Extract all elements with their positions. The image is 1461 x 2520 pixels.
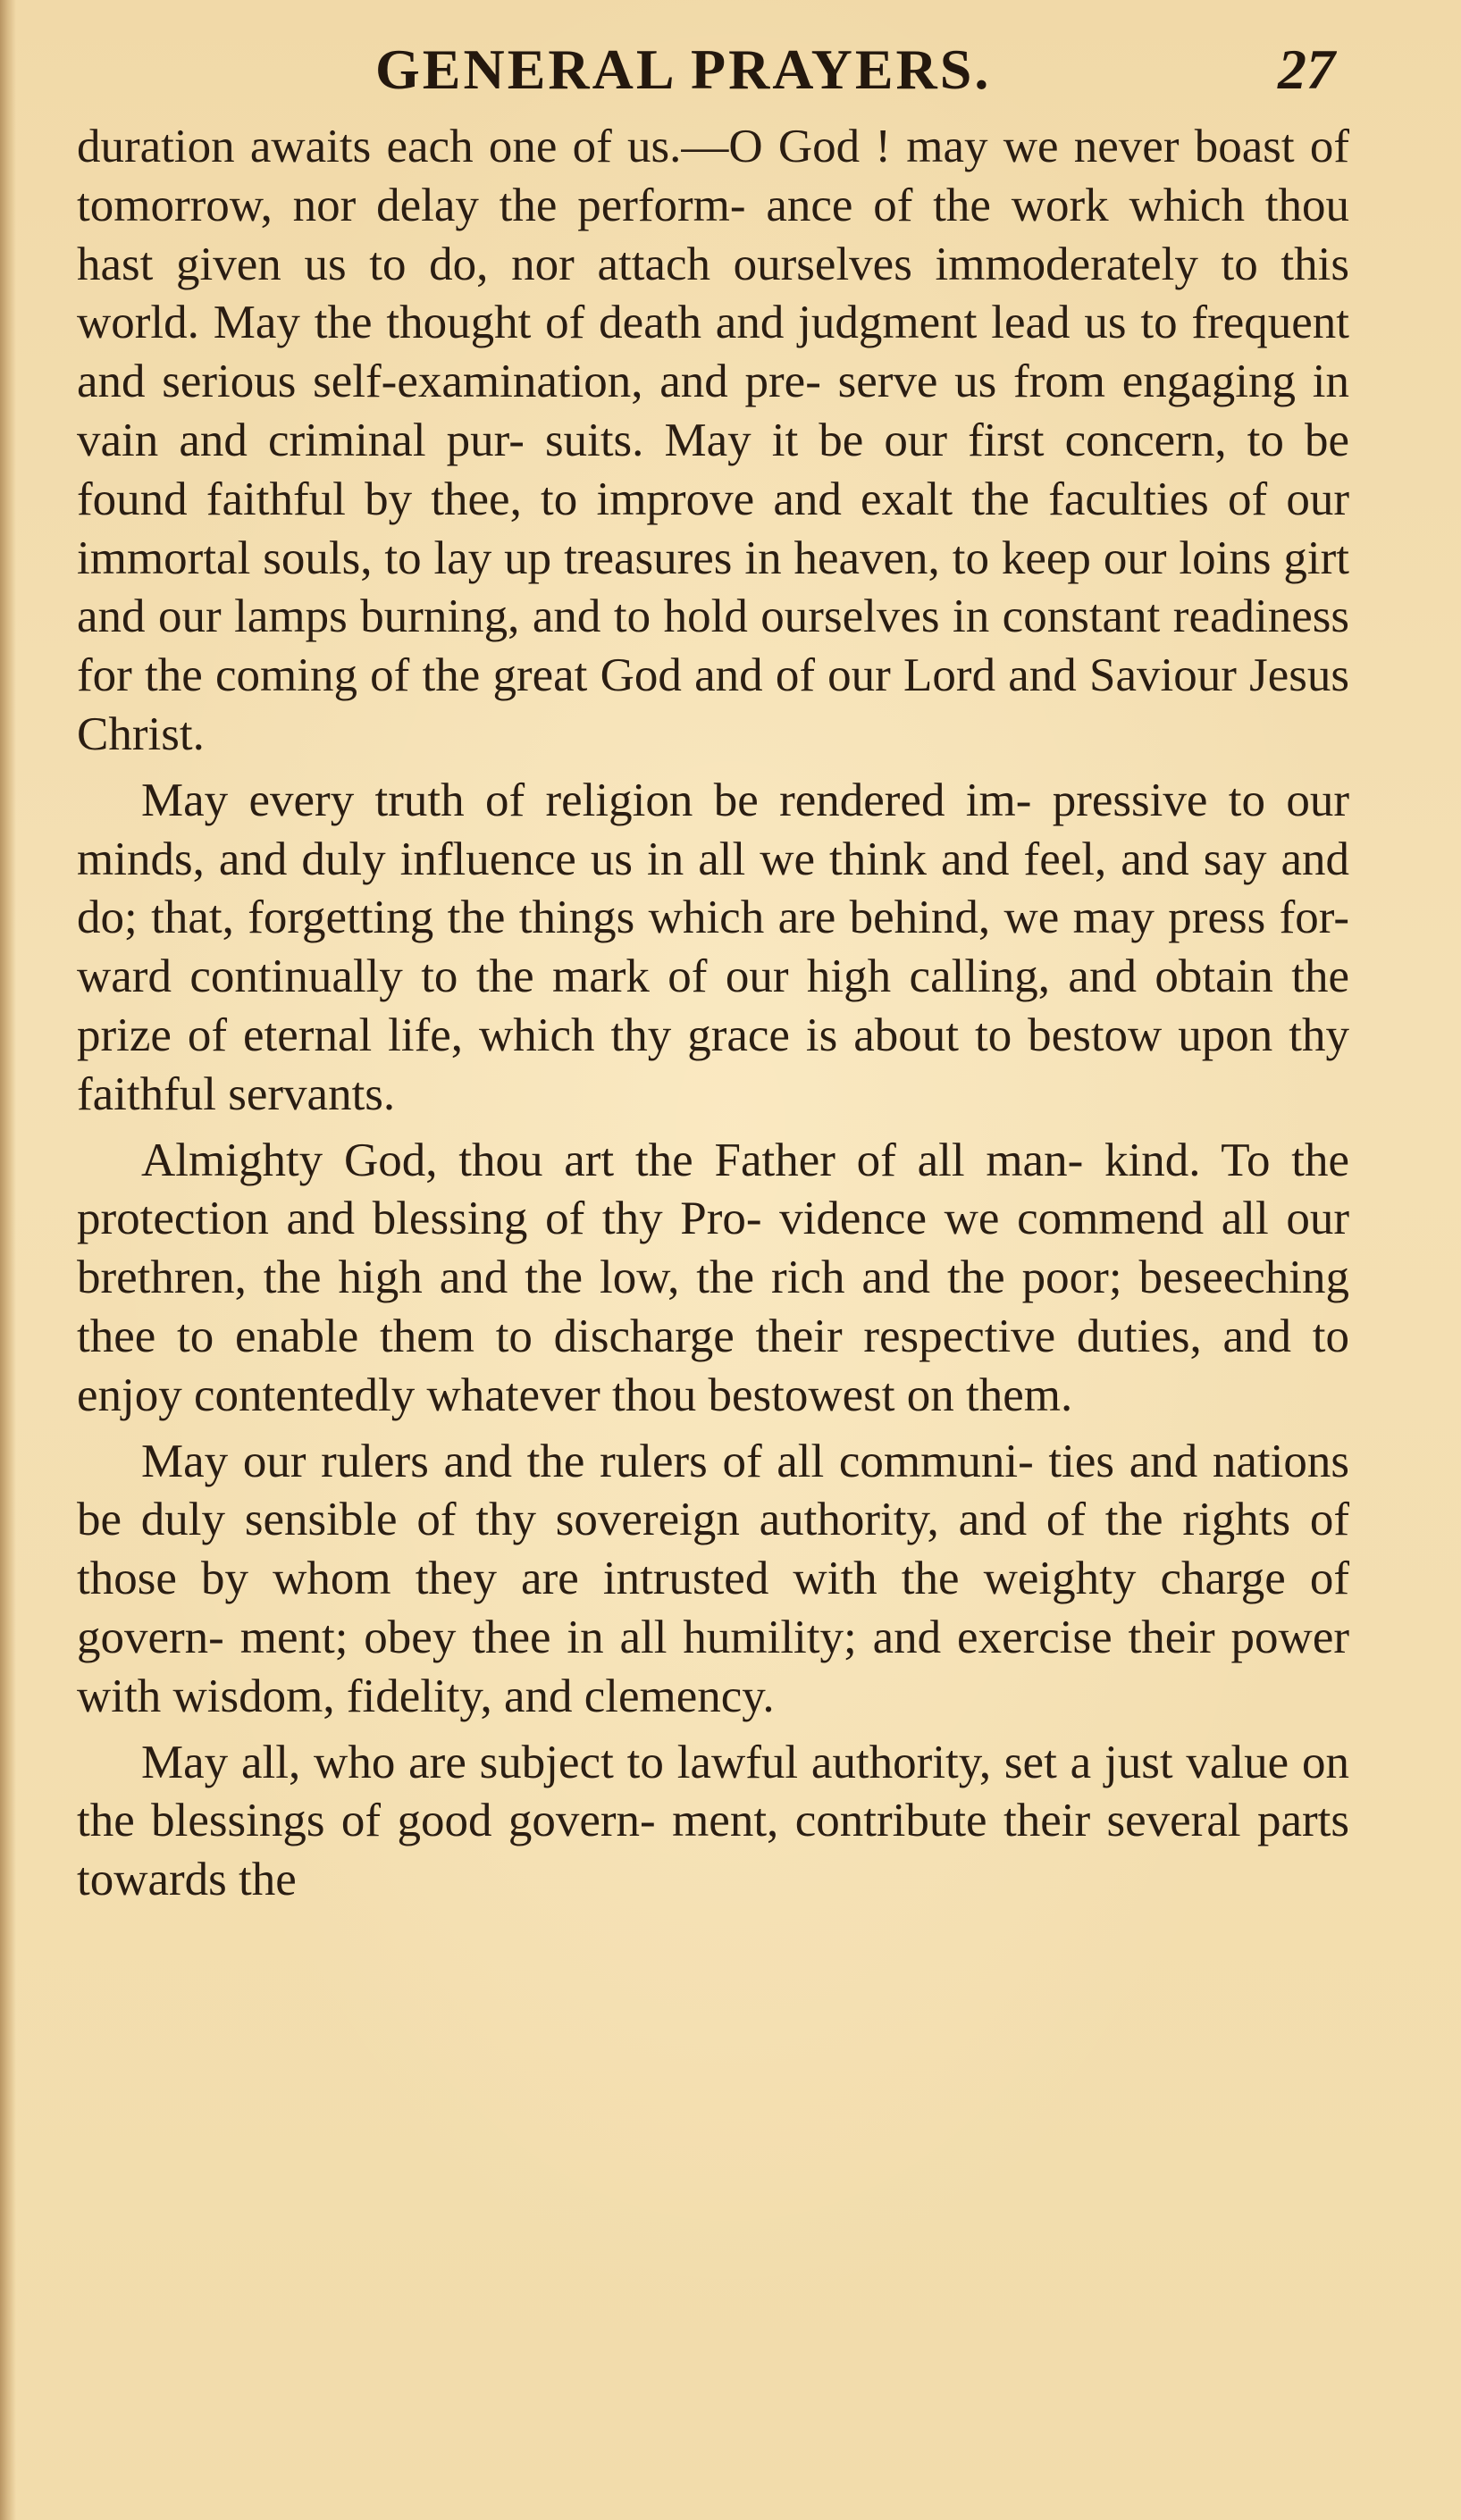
paragraph-3: Almighty God, thou art the Father of all man- kind. To the protection and blessing of thy Pro- vidence we commend all our brethren, the high and the low, the rich and the poor; beseeching thee to enable them to discharge their respective duties, and to enjoy contentedly whatever thou bestowest on them. bbox=[77, 1134, 1349, 1421]
paragraph-4: May our rulers and the rulers of all communi- ties and nations be duly sensible of thy sovereign authority, and of the rights of those by whom they are intrusted with the weighty charge of govern- ment; obey thee in all humility; and exercise their power with wisdom, fidelity, and clemency. bbox=[77, 1435, 1349, 1722]
body-text bbox=[77, 118, 1349, 1917]
page-header bbox=[0, 34, 1461, 105]
page-gutter-shadow bbox=[0, 0, 16, 2520]
page-number: 27 bbox=[1278, 38, 1335, 101]
paragraph-2: May every truth of religion be rendered im- pressive to our minds, and duly influence us in all we think and feel, and say and do; that, forgetting the things which are behind, we may press for- ward continually to the mark of our high calling, and obtain the prize of eternal life, which thy grace is about to bestow upon thy faithful servants. bbox=[77, 774, 1349, 1120]
paragraph-1-continued: duration awaits each one of us.—O God ! may we never boast of tomorrow, nor delay the perform- ance of the work which thou hast given us to do, nor attach ourselves immoderately to this world. May the thought of death and judgment lead us to frequent and serious self-examination, and pre- serve us from engaging in vain and criminal pur- suits. May it be our first concern, to be found faithful by thee, to improve and exalt the faculties of our immortal souls, to lay up treasures in heaven, to keep our loins girt and our lamps burning, and to hold ourselves in constant readiness for the coming of the great God and of our Lord and Saviour Jesus Christ. bbox=[77, 121, 1349, 760]
paragraph-5: May all, who are subject to lawful authority, set a just value on the blessings of good govern- ment, contribute their several parts towards the bbox=[77, 1736, 1349, 1906]
running-title: GENERAL PRAYERS. bbox=[375, 38, 992, 101]
